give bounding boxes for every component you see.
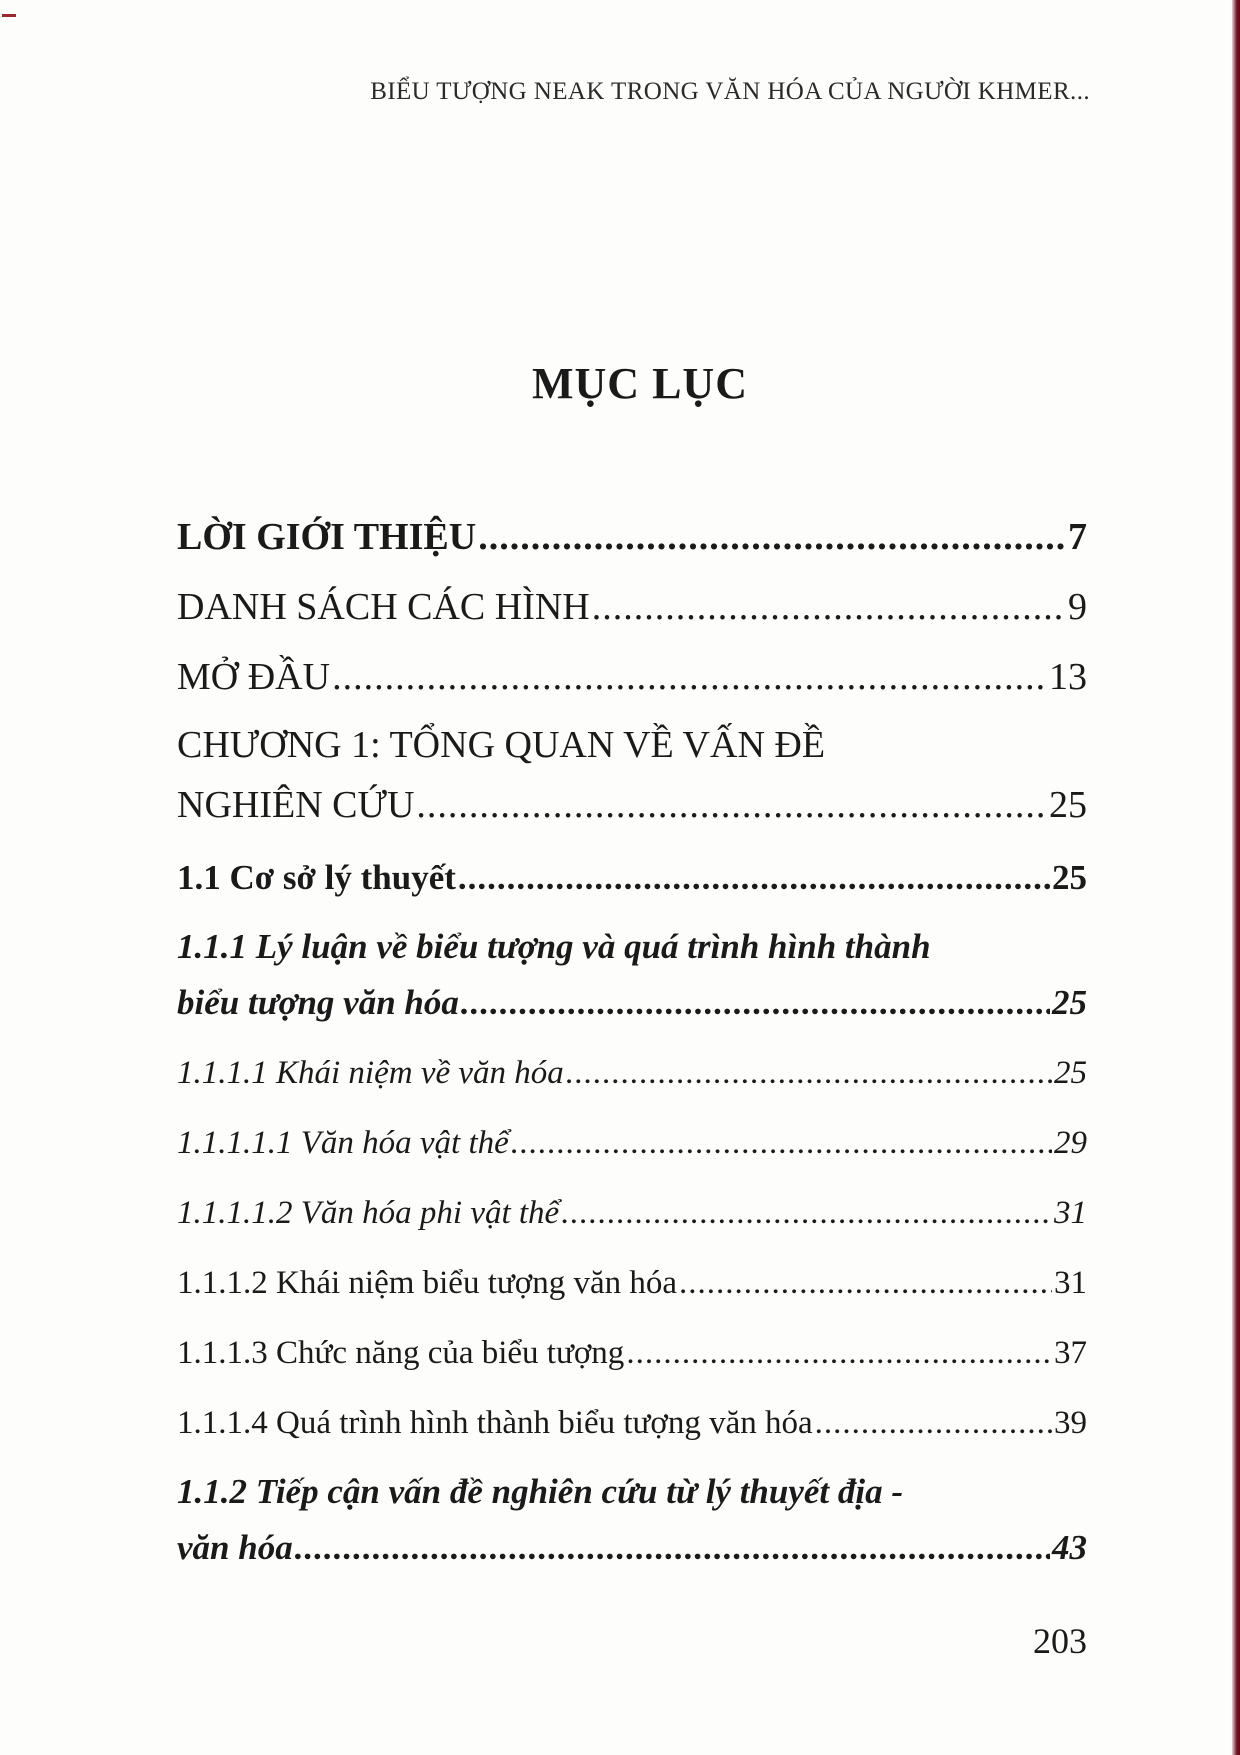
corner-mark xyxy=(2,14,16,17)
dot-leader xyxy=(332,655,1047,699)
toc-page-number: 25 xyxy=(1052,983,1087,1022)
toc-entry-text: 1.1 Cơ sở lý thuyết xyxy=(177,858,456,897)
toc-entry-1-1-1-1-2[interactable] xyxy=(177,1195,1087,1232)
toc-entry-text: biểu tượng văn hóa xyxy=(177,983,459,1022)
toc-page-number: 31 xyxy=(1054,1265,1087,1301)
toc-entry-text: văn hóa xyxy=(177,1528,293,1567)
toc-entry-text: 1.1.1.1.2 Văn hóa phi vật thể xyxy=(177,1195,560,1231)
dot-leader xyxy=(511,1125,1052,1162)
toc-entry-text: LỜI GIỚI THIỆU xyxy=(177,516,477,558)
toc-entry-1-1-1-1[interactable] xyxy=(177,1055,1087,1092)
toc-entry-1-1-1-4[interactable] xyxy=(177,1405,1087,1442)
toc-entry-first-line: CHƯƠNG 1: TỔNG QUAN VỀ VẤN ĐỀ xyxy=(177,724,826,766)
toc-entry-text: 1.1.1.1 Khái niệm về văn hóa xyxy=(177,1055,564,1091)
toc-entry-text: 1.1.1.2 Khái niệm biểu tượng văn hóa xyxy=(177,1265,677,1301)
dot-leader xyxy=(815,1405,1052,1442)
toc-entry-text: MỞ ĐẦU xyxy=(177,656,331,698)
dot-leader xyxy=(592,585,1066,629)
toc-entry-mo-dau[interactable] xyxy=(177,655,1087,699)
dot-leader xyxy=(478,515,1066,559)
toc-page-number: 25 xyxy=(1052,858,1087,897)
running-header: BIỂU TƯỢNG NEAK TRONG VĂN HÓA CỦA NGƯỜI KHMER... xyxy=(370,78,1090,105)
dot-leader xyxy=(416,783,1047,827)
toc-entry-1-1-1-1-1[interactable] xyxy=(177,1125,1087,1162)
toc-entry-danh-sach-cac-hinh[interactable] xyxy=(177,585,1087,629)
dot-leader xyxy=(295,1528,1050,1568)
toc-page-number: 25 xyxy=(1054,1055,1087,1091)
dot-leader xyxy=(679,1265,1052,1302)
toc-entry-text: 1.1.1.1.1 Văn hóa vật thể xyxy=(177,1125,509,1161)
toc-page-number: 9 xyxy=(1068,586,1087,628)
toc-entry-1-1-1-2[interactable] xyxy=(177,1265,1087,1302)
toc-page-number: 25 xyxy=(1049,784,1087,826)
dot-leader xyxy=(461,983,1050,1023)
dot-leader xyxy=(566,1055,1052,1092)
toc-entry-1-1-1[interactable] xyxy=(177,927,1087,1023)
dot-leader xyxy=(626,1335,1052,1372)
toc-entry-first-line: 1.1.2 Tiếp cận vấn đề nghiên cứu từ lý thuyết địa - xyxy=(177,1472,904,1511)
toc-entry-text: 1.1.1.4 Quá trình hình thành biểu tượng văn hóa xyxy=(177,1405,813,1441)
dot-leader xyxy=(561,1195,1052,1232)
toc-entry-1-1-2[interactable] xyxy=(177,1472,1087,1568)
toc-page-number: 13 xyxy=(1049,656,1087,698)
toc-entry-text: NGHIÊN CỨU xyxy=(177,784,415,826)
toc-entry-loi-gioi-thieu[interactable] xyxy=(177,515,1087,559)
toc-entry-1-1[interactable] xyxy=(177,858,1087,898)
toc-page-number: 39 xyxy=(1054,1405,1087,1441)
page-edge-binding xyxy=(1232,0,1240,1755)
toc-page-number: 37 xyxy=(1054,1335,1087,1371)
toc-entry-chuong-1[interactable] xyxy=(177,723,1087,827)
toc-page-number: 31 xyxy=(1054,1195,1087,1231)
toc-entry-text: 1.1.1.3 Chức năng của biểu tượng xyxy=(177,1335,625,1371)
dot-leader xyxy=(458,858,1050,898)
page-number: 203 xyxy=(1033,1621,1087,1661)
toc-page-number: 29 xyxy=(1054,1125,1087,1161)
toc-page-number: 7 xyxy=(1068,516,1087,558)
toc-entry-1-1-1-3[interactable] xyxy=(177,1335,1087,1372)
toc-entry-first-line: 1.1.1 Lý luận về biểu tượng và quá trình hình thành xyxy=(177,927,931,966)
toc-entry-text: DANH SÁCH CÁC HÌNH xyxy=(177,586,590,628)
page-title: MỤC LỤC xyxy=(532,359,748,408)
toc-page-number: 43 xyxy=(1052,1528,1087,1567)
